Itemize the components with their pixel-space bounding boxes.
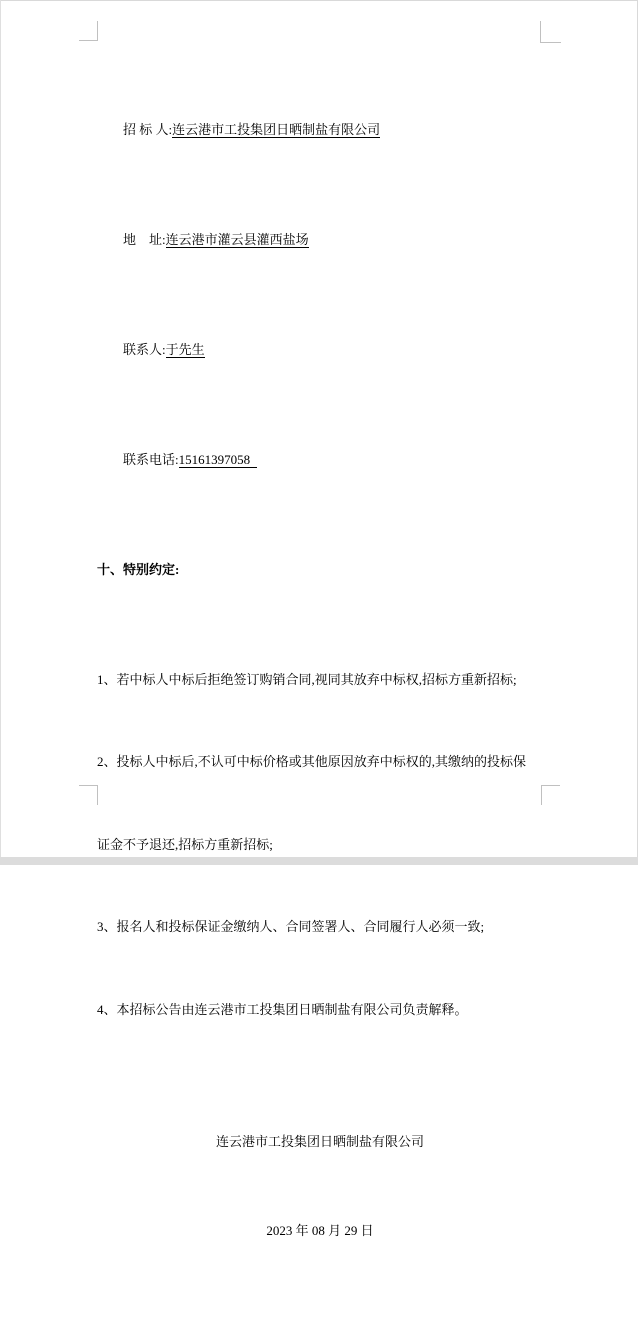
text-boundary-crop-mark-bottom-right-icon [541, 785, 560, 805]
text-boundary-crop-mark-bottom-left-icon [79, 785, 98, 805]
document-content [97, 33, 543, 1327]
page-bottom-edge [0, 857, 638, 865]
contact-person-label: 联系人: [123, 341, 166, 357]
contact-person-line [97, 336, 543, 364]
contact-phone-value: 15161397058 [178, 451, 257, 467]
tenderer-line [97, 116, 543, 144]
page-edge-left [0, 0, 1, 857]
clause-3: 3、报名人和投标保证金缴纳人、合同签署人、合同履行人必须一致; [97, 919, 485, 934]
contact-phone-label: 联系电话: [123, 451, 179, 467]
contact-person-value: 于先生 [165, 341, 205, 357]
clause-2-line-2: 证金不予退还,招标方重新招标; [97, 836, 273, 852]
address-label: 地 址: [123, 231, 166, 247]
text-boundary-crop-mark-top-right-icon [540, 21, 561, 43]
contact-phone-line [97, 446, 543, 474]
clause-2-line-1: 2、投标人中标后,不认可中标价格或其他原因放弃中标权的,其缴纳的投标保 [97, 754, 527, 769]
section-heading-special-provisions: 十、特别约定: [97, 561, 180, 577]
address-line [97, 226, 543, 254]
address-value: 连云港市灌云县灌西盐场 [165, 231, 309, 247]
tenderer-value: 连云港市工投集团日晒制盐有限公司 [172, 121, 381, 137]
clause-1: 1、若中标人中标后拒绝签订购销合同,视同其放弃中标权,招标方重新招标; [97, 671, 517, 687]
tenderer-label: 招 标 人: [123, 121, 173, 137]
text-boundary-crop-mark-top-left-icon [79, 21, 98, 41]
clause-4: 4、本招标公告由连云港市工投集团日晒制盐有限公司负责解释。 [97, 1001, 468, 1017]
signature-date: 2023 年 08 月 29 日 [266, 1223, 374, 1238]
page-edge-top [0, 0, 638, 1]
signature-company-name: 连云港市工投集团日晒制盐有限公司 [215, 1133, 424, 1149]
